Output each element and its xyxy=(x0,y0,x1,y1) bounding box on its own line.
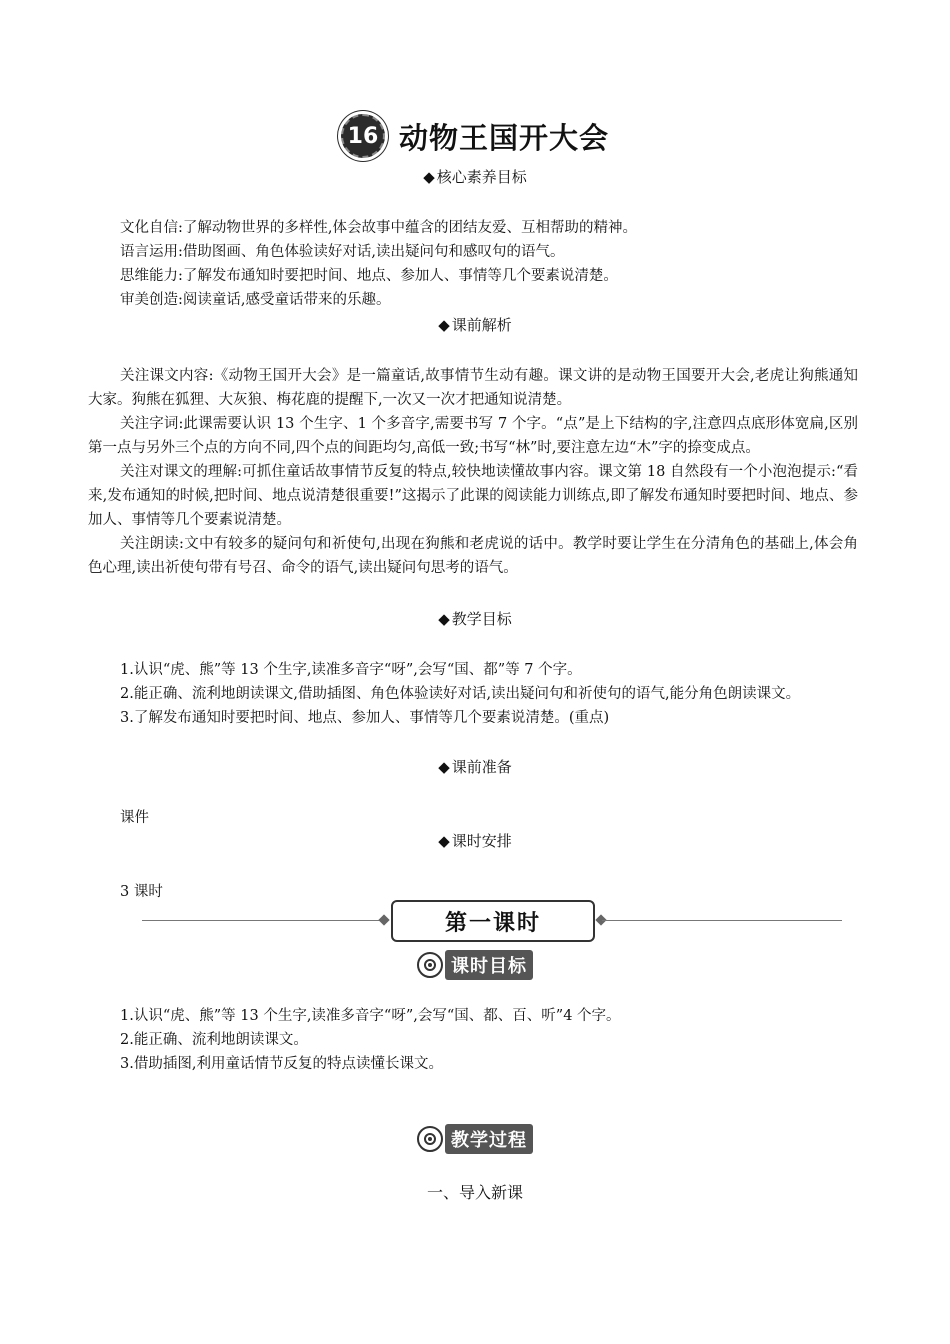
target-icon xyxy=(417,952,443,978)
teaching-goal-item: 2.能正确、流利地朗读课文,借助插图、角色体验读好对话,读出疑问句和祈使句的语气,能分角色朗读课文。 xyxy=(120,686,801,702)
core-goal-item: 语言运用:借助图画、角色体验读好对话,读出疑问句和感叹句的语气。 xyxy=(120,244,565,260)
lesson-goals-tag xyxy=(0,950,950,980)
core-goal-item: 思维能力:了解发布通知时要把时间、地点、参加人、事情等几个要素说清楚。 xyxy=(120,268,618,284)
prep-block xyxy=(88,806,858,830)
teaching-process-tag xyxy=(0,1124,950,1154)
lesson-title xyxy=(0,114,950,158)
analysis-paragraph: 关注朗读:文中有较多的疑问句和祈使句,出现在狗熊和老虎说的话中。教学时要让学生在分清角色的基础上,体会角色心理,读出祈使句带有号召、命令的语气,读出疑问句思考的语气。 xyxy=(88,536,858,576)
lesson-title-text: 动物王国开大会 xyxy=(398,120,609,155)
analysis-block xyxy=(88,364,858,580)
core-goal-item: 审美创造:阅读童话,感受童话带来的乐趣。 xyxy=(120,292,391,308)
divider-line-right xyxy=(602,920,842,921)
lesson-goal-item: 1.认识“虎、熊”等 13 个生字,读准多音字“呀”,会写“国、都、百、听”4 个字。 xyxy=(120,1008,621,1024)
divider-dot-left xyxy=(378,914,389,925)
teaching-goal-item: 3.了解发布通知时要把时间、地点、参加人、事情等几个要素说清楚。(重点) xyxy=(120,710,610,726)
lesson-goals-tag-label: 课时目标 xyxy=(445,950,533,980)
lesson-goal-item: 3.借助插图,利用童话情节反复的特点读懂长课文。 xyxy=(120,1056,443,1072)
step-heading: 一、导入新课 xyxy=(426,1183,523,1202)
diamond-icon: ◆ xyxy=(438,610,450,628)
prep-text: 课件 xyxy=(120,810,149,826)
lesson-goals-block xyxy=(88,1004,858,1076)
diamond-icon: ◆ xyxy=(438,758,450,776)
section-heading-teaching-goals: ◆ 教学目标 xyxy=(438,610,512,628)
lesson-one-title: 第一课时 xyxy=(391,900,595,942)
divider-line-left xyxy=(142,920,382,921)
target-icon xyxy=(417,1126,443,1152)
diamond-icon: ◆ xyxy=(423,168,435,186)
diamond-icon: ◆ xyxy=(438,832,450,850)
teaching-process-tag-label: 教学过程 xyxy=(445,1124,533,1154)
lesson-divider xyxy=(142,900,842,942)
analysis-paragraph: 关注字词:此课需要认识 13 个生字、1 个多音字,需要书写 7 个字。“点”是上下结构的字,注意四点底形体宽扁,区别第一点与另外三个点的方向不同,四个点的间距均匀,高低一致;书写“林”时,要注意左边“木”字的捺变成点。 xyxy=(88,416,858,456)
section-heading-core: ◆ 核心素养目标 xyxy=(423,168,527,186)
lesson-number-badge: 16 xyxy=(341,114,385,158)
analysis-paragraph: 关注对课文的理解:可抓住童话故事情节反复的特点,较快地读懂故事内容。课文第 18 自然段有一个小泡泡提示:“看来,发布通知的时候,把时间、地点说清楚很重要!”这揭示了此课的阅读能力训练点,即了解发布通知时要把时间、地点、参加人、事情等几个要素说清楚。 xyxy=(88,464,858,528)
teaching-goal-item: 1.认识“虎、熊”等 13 个生字,读准多音字“呀”,会写“国、都”等 7 个字。 xyxy=(120,662,582,678)
section-heading-analysis: ◆ 课前解析 xyxy=(438,316,512,334)
section-heading-prep: ◆ 课前准备 xyxy=(438,758,512,776)
core-goal-item: 文化自信:了解动物世界的多样性,体会故事中蕴含的团结友爱、互相帮助的精神。 xyxy=(120,220,637,236)
teaching-goals-block xyxy=(88,658,858,730)
core-goals-block xyxy=(88,216,858,312)
analysis-paragraph: 关注课文内容:《动物王国开大会》是一篇童话,故事情节生动有趣。课文讲的是动物王国要开大会,老虎让狗熊通知大家。狗熊在狐狸、大灰狼、梅花鹿的提醒下,一次又一次才把通知说清楚。 xyxy=(88,368,858,408)
section-heading-schedule: ◆ 课时安排 xyxy=(438,832,512,850)
lesson-goal-item: 2.能正确、流利地朗读课文。 xyxy=(120,1032,308,1048)
schedule-text: 3 课时 xyxy=(120,884,163,900)
diamond-icon: ◆ xyxy=(438,316,450,334)
